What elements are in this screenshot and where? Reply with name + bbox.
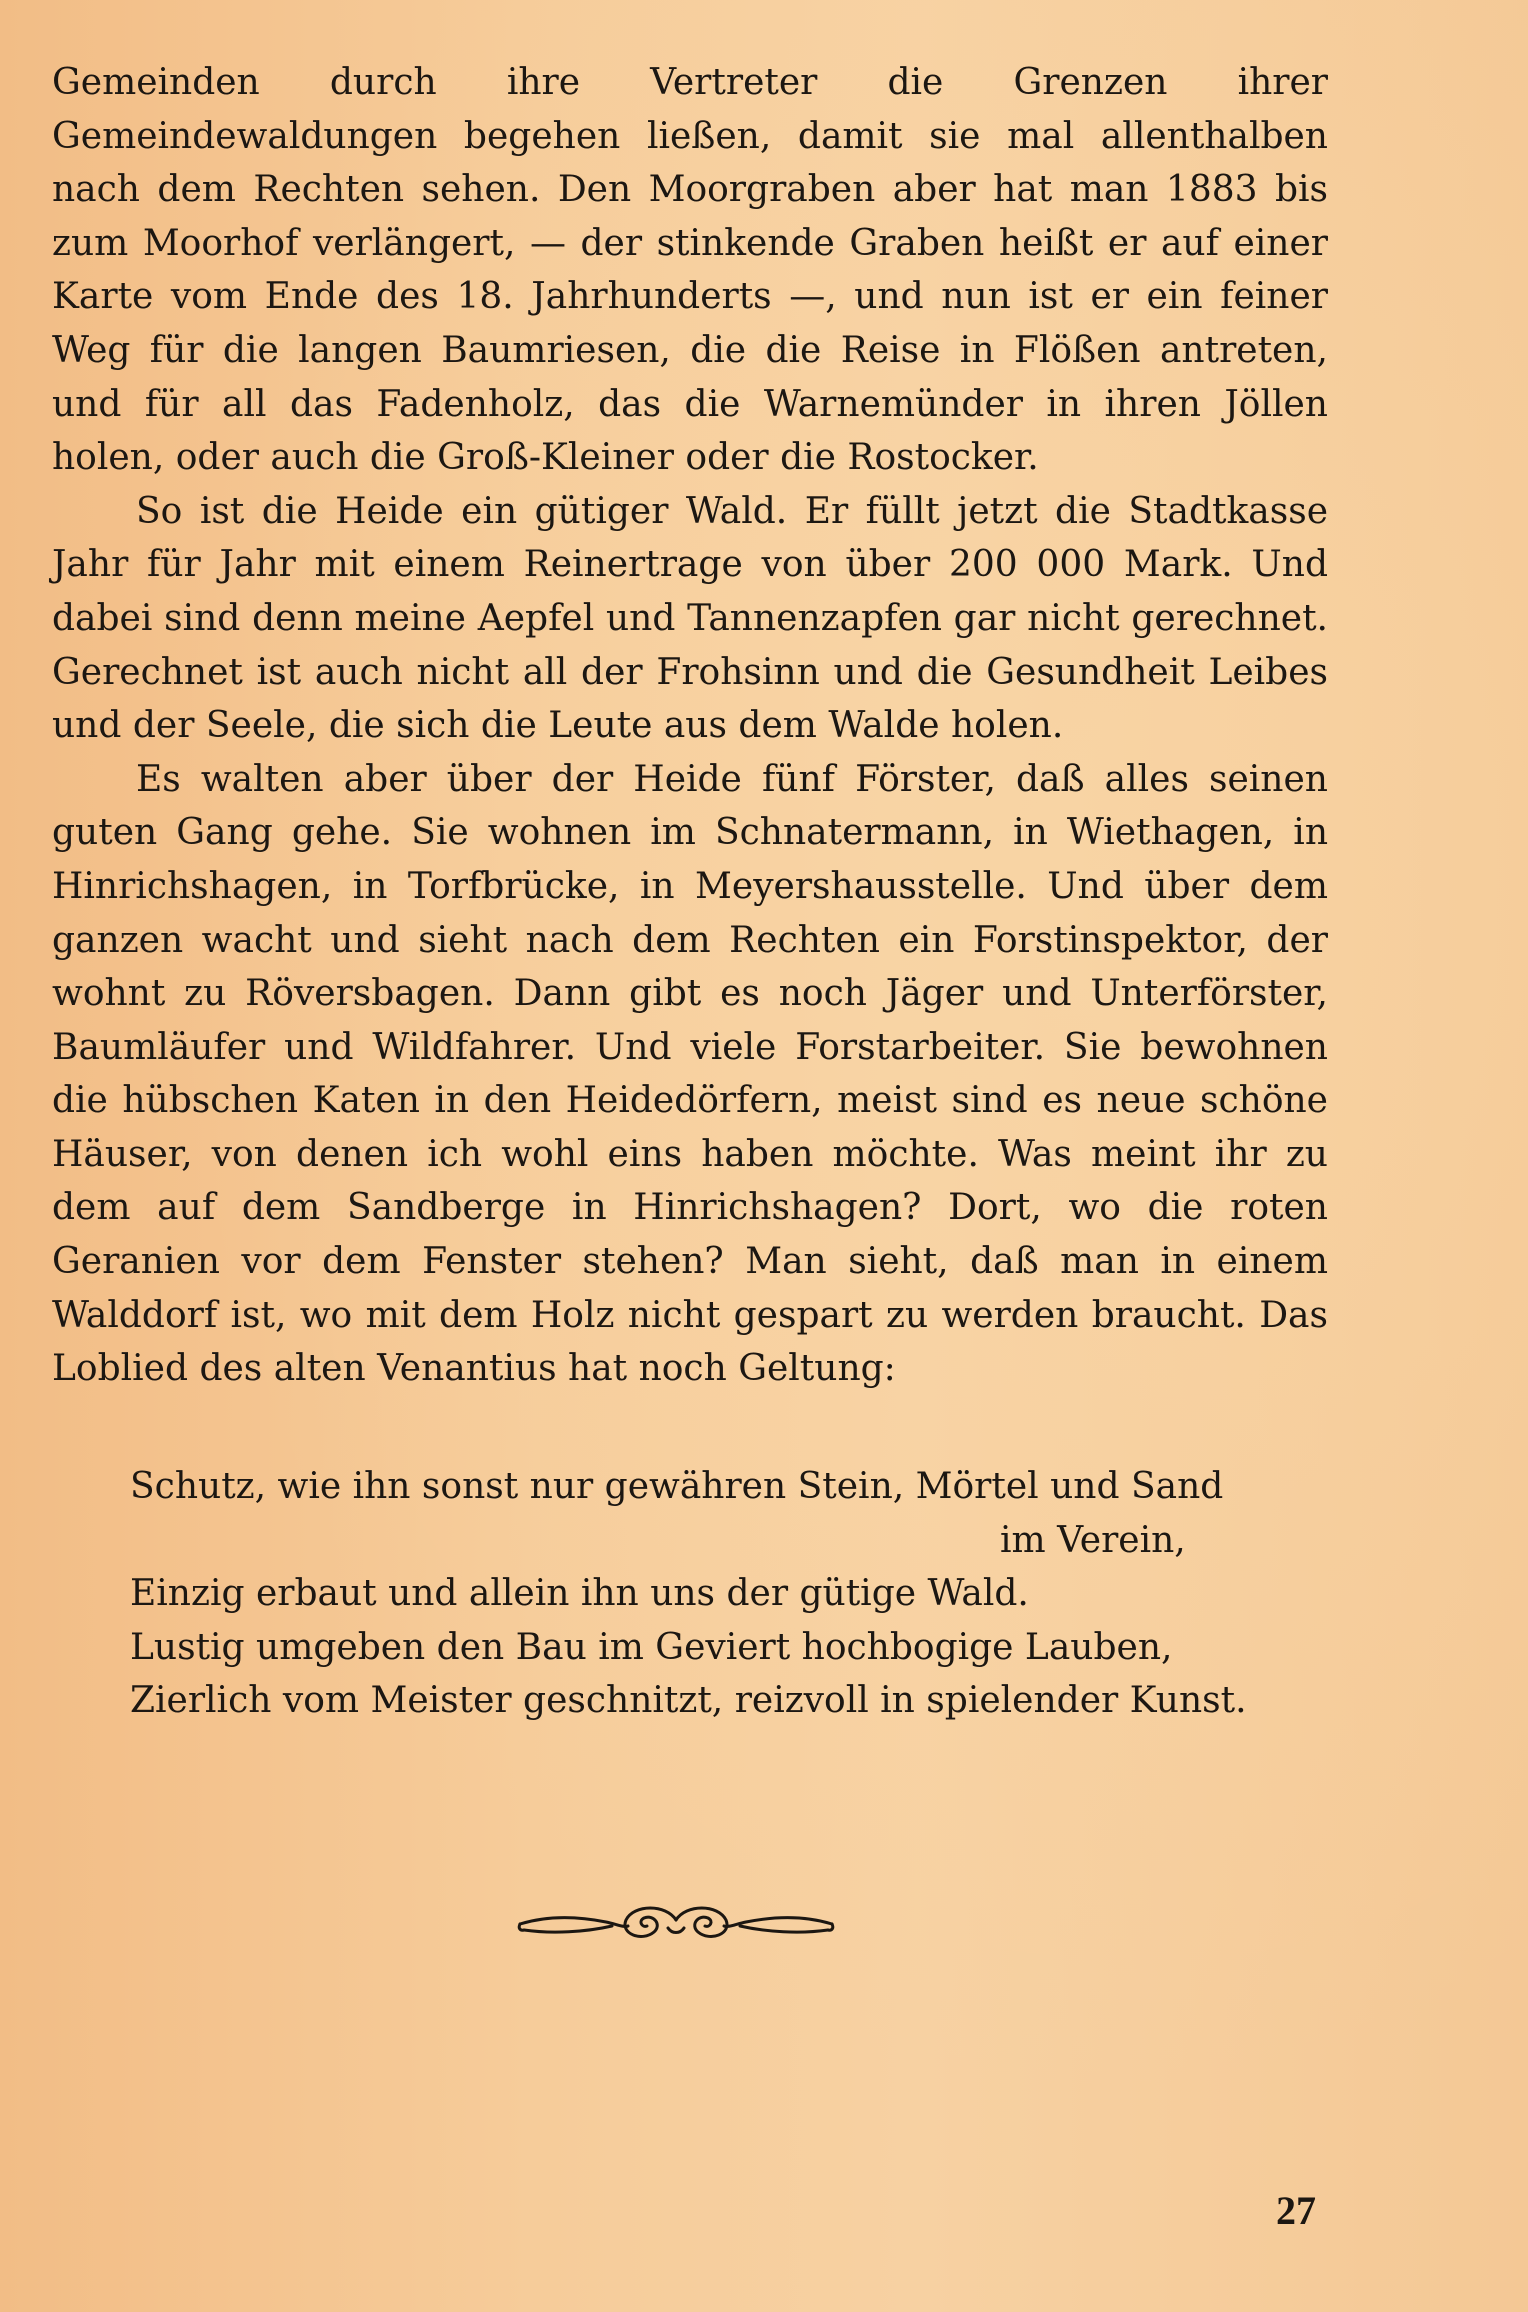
paragraph-1: Gemeinden durch ihre Vertreter die Grenzen ihrer Gemeindewaldungen begehen ließen, damit sie mal allenthalben nach dem Rechten sehen. Den Moorgraben aber hat man 1883 bis zum Moorhof verlängert, — der stinkende Graben heißt er auf einer Karte vom Ende des 18. Jahrhunderts —, und nun ist er ein feiner Weg für die langen Baumriesen, die die Reise in Flößen antreten, und für all das Fadenholz, das die Warnemünder in ihren Jöllen holen, oder auch die Groß-Kleiner oder die Rostocker. [52,62,1328,479]
verse-line-4: Zierlich vom Meister geschnitzt, reizvoll in spielender Kunst. [130,1680,1247,1722]
verse-line-1-continuation: im Verein, [1000,1519,1186,1561]
page-number: 27 [1276,2188,1316,2233]
verse-line-2: Einzig erbaut und allein ihn uns der gütige Wald. [130,1573,1029,1615]
verse-line-1: Schutz, wie ihn sonst nur gewähren Stein, Mörtel und Sand [130,1466,1224,1507]
paragraph-3: Es walten aber über der Heide fünf Förster, daß alles seinen guten Gang gehe. Sie wohnen im Schnatermann, in Wiethagen, in Hinrichshagen, in Torfbrücke, in Meyershausstelle. Und über dem ganzen wacht und sieht nach dem Rechten ein Forstinspektor, der wohnt zu Röversbagen. Dann gibt es noch Jäger und Unterförster, Baumläufer und Wildfahrer. Und viele Forstarbeiter. Sie bewohnen die hübschen Katen in den Heidedörfern, meist sind es neue schöne Häuser, von denen ich wohl eins haben möchte. Was meint ihr zu dem auf dem Sandberge in Hinrichshagen? Dort, wo die roten Geranien vor dem Fenster stehen? Man sieht, daß man in einem Walddorf ist, wo mit dem Holz nicht gespart zu werden braucht. Das Loblied des alten Venantius hat noch Geltung: [52,758,1328,1390]
paragraph-2: So ist die Heide ein gütiger Wald. Er füllt jetzt die Stadtkasse Jahr für Jahr mit einem Reinertrage von über 200 000 Mark. Und dabei sind denn meine Aepfel und Tannenzapfen gar nicht gerechnet. Gerechnet ist auch nicht all der Frohsinn und die Gesundheit Leibes und der Seele, die sich die Leute aus dem Walde holen. [52,490,1328,747]
scroll-ornament-icon [516,1890,836,1950]
verse-line-3: Lustig umgeben den Bau im Geviert hochbogige Lauben, [130,1626,1173,1668]
body-text [52,56,1328,1396]
verse-quote [130,1460,1320,1728]
